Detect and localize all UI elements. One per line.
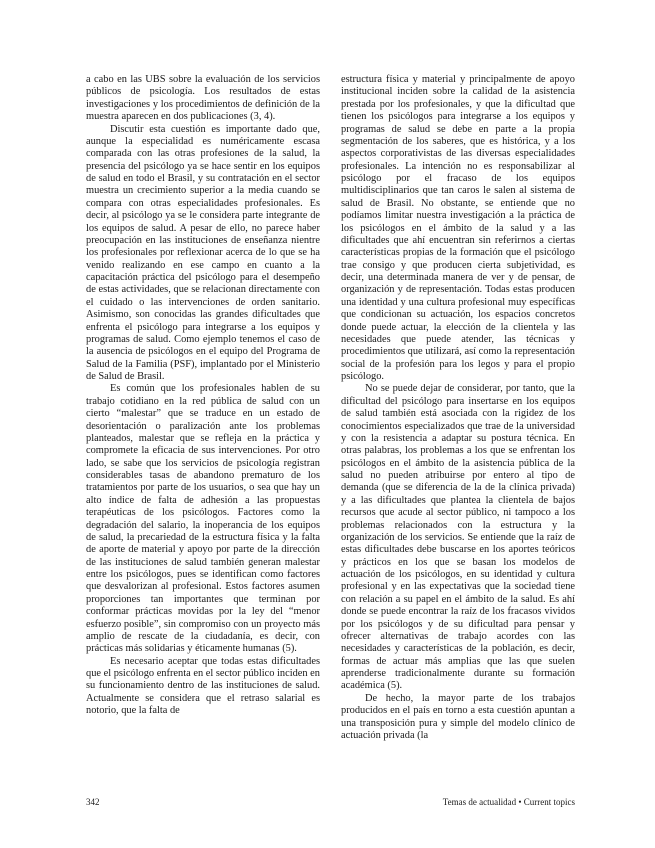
paragraph: estructura física y material y principalmente de apoyo institucional inciden sobre la calidad de la asistencia prestada por los profesionales, y que la dificultad que tienen los psicólogos para integrarse a los equipos y programas de salud se debe en parte a la propia segmentación de los saberes, que es histórica, y a los aspectos corporativistas de las diversas especialidades profesionales. La intención no es responsabilizar al psicólogo por el fracaso de los equipos multidisciplinarios que tan caros le salen al sistema de salud de Brasil. No obstante, se entiende que no podíamos limitar nuestra investigación a la práctica de los psicólogos en el ámbito de la salud y a las dificultades que ahí encuentran sin referirnos a ciertas características propias de la formación que el psicólogo trae consigo y que producen cierta subjetividad, es decir, una determinada manera de ver y de pensar, de organización y de representación. Todas estas producen una identidad y una cultura profesional muy específicas que condicionan su actuación, los espacios concretos donde puede actuar, la elección de la clientela y las necesidades que puede atender, las técnicas y procedimientos que utilizará, así como la representación social de la profesión para los legos y para el propio psicólogo. xyxy=(341,74,575,382)
page-footer xyxy=(86,797,575,808)
paragraph: Es común que los profesionales hablen de su trabajo cotidiano en la red pública de salud con un cierto “malestar” que se traduce en un estado de desorientación o paralización ante los problemas planteados, malestar que se refleja en la práctica y compromete la eficacia de sus intervenciones. Por otro lado, se sabe que los servicios de psicología registran considerables tasas de abandono prematuro de los tratamientos por parte de los usuarios, o sea que hay un alto índice de falta de adhesión a las propuestas terapéuticas de los psicólogos. Factores como la degradación del salario, la inoperancia de los equipos de salud, la precariedad de la estructura física y la falta de aporte de material y apoyo por parte de la dirección de las instituciones de salud también generan malestar entre los psicólogos, pues se identifican como factores que desvalorizan al profesional. Estos factores asumen proporciones tan importantes que terminan por conformar prácticas movidas por la ley del “menor esfuerzo posible”, sin compromiso con un proyecto más amplio de rescate de la ciudadanía, es decir, con prácticas más solidarias y éticamente humanas (5). xyxy=(86,383,320,655)
right-column xyxy=(341,74,575,742)
paragraph: No se puede dejar de considerar, por tanto, que la dificultad del psicólogo para insertarse en los equipos de salud también está asociada con la rigidez de los conocimientos especializados que trae de la universidad y con la resistencia a adaptar su postura técnica. En otras palabras, los problemas a los que se enfrentan los psicólogos en el ámbito de la asistencia pública de la salud no pueden atribuirse por entero al tipo de demanda (que se diferencia de la de la clínica privada) y a las dificultades que plantea la clientela de bajos recursos que acude al sector público, ni tampoco a los problemas relacionados con la estructura y la organización de los servicios. Se entiende que la raíz de estas dificultades debe buscarse en los aportes teóricos y prácticos en los que se basan los modelos de actuación de los psicólogos, en su identidad y cultura profesional y en las expectativas que la sociedad tiene con relación a su papel en el ámbito de la salud. Es ahí donde se puede encontrar la raíz de los fracasos vividos por los psicólogos y de su dificultad para pensar y ofrecer alternativas de trabajo acordes con las necesidades y características de la población, es decir, formas de actuar más amplias que las que suelen aprenderse tradicionalmente durante su formación académica (5). xyxy=(341,383,575,692)
section-label: Temas de actualidad • Current topics xyxy=(442,797,575,807)
left-column xyxy=(86,74,320,718)
paragraph: Discutir esta cuestión es importante dado que, aunque la especialidad es numéricamente escasa comparada con las otras profesiones de la salud, la presencia del psicólogo ya se hace sentir en los equipos de salud en todo el Brasil, y su contratación en el sector muestra un crecimiento superior a la media cuando se compara con otras especialidades profesionales. Es decir, al psicólogo ya se le considera parte integrante de los equipos de salud. A pesar de ello, no parece haber preocupación en las instituciones de enseñanza nientre los profesionales por reflexionar acerca de lo que se ha venido realizando en ese campo en cuanto a la capacitación práctica del psicólogo para el desempeño de estas actividades, que se relacionan directamente con el cuidado o las intervenciones de orden sanitario. Asimismo, son conocidas las grandes dificultades que enfrenta el psicólogo para integrarse a los equipos y programas de salud. Como ejemplo tenemos el caso de la ausencia de psicólogos en el equipo del Programa de Salud de la Familia (PSF), implantado por el Ministerio de Salud de Brasil. xyxy=(86,123,320,382)
page-number: 342 xyxy=(86,797,100,807)
paragraph: De hecho, la mayor parte de los trabajos producidos en el país en torno a esta cuestión apuntan a una transposición pura y simple del modelo clínico de actuación privada (la xyxy=(341,692,575,741)
paragraph: a cabo en las UBS sobre la evaluación de los servicios públicos de psicología. Los resultados de estas investigaciones y los procedimientos de definición de la muestra aparecen en dos publicaciones (3, 4). xyxy=(86,74,320,123)
paragraph: Es necesario aceptar que todas estas dificultades que el psicólogo enfrenta en el sector público inciden en su funcionamiento dentro de las instituciones de salud. Actualmente se considera que el retraso salarial es notorio, que la falta de xyxy=(86,655,320,717)
